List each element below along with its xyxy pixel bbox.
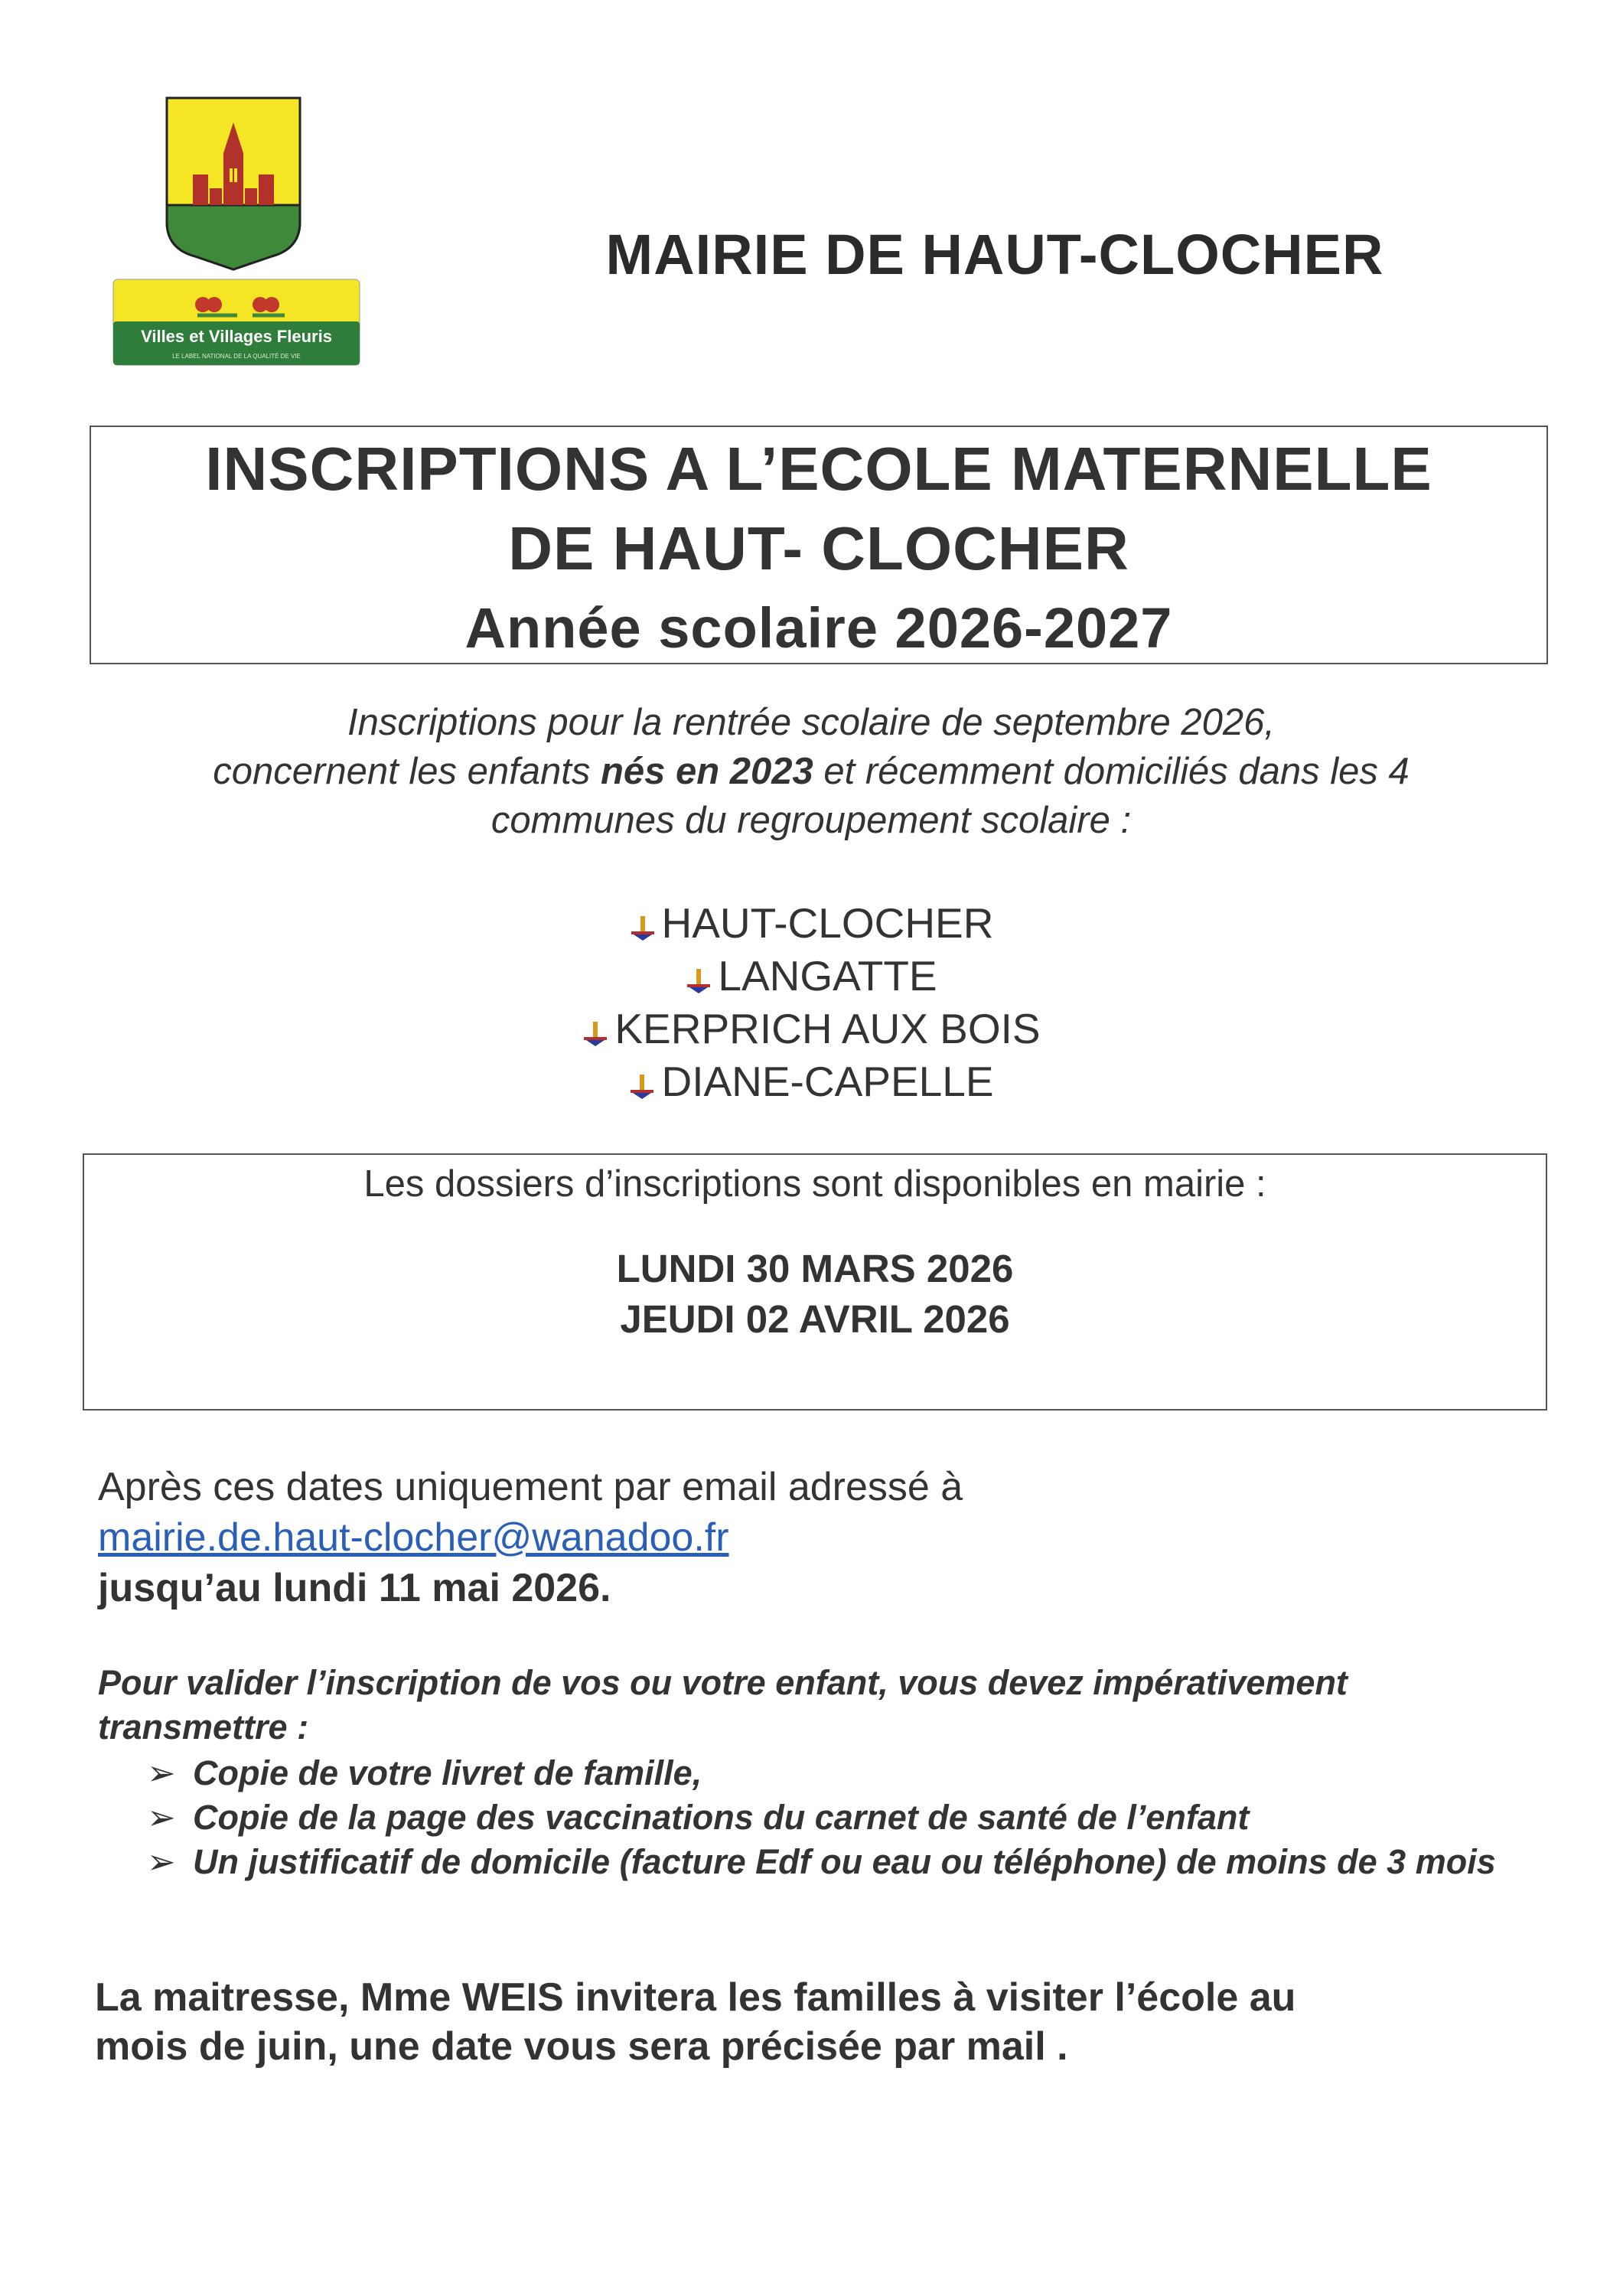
coat-of-arms-icon xyxy=(107,92,367,367)
pin-bullet-icon xyxy=(629,1060,655,1110)
required-documents xyxy=(98,1661,1552,1884)
doc-item-text: Un justificatif de domicile (facture Edf ou eau ou téléphone) de moins de 3 mois xyxy=(193,1842,1496,1881)
intro-line-1: Inscriptions pour la rentrée scolaire de septembre 2026, xyxy=(347,702,1276,743)
arrow-bullet-icon: ➢ xyxy=(147,1753,176,1792)
list-item xyxy=(147,1795,1552,1840)
date-2: JEUDI 02 AVRIL 2026 xyxy=(620,1297,1010,1341)
intro-birth-year: nés en 2023 xyxy=(600,751,813,792)
pin-bullet-icon xyxy=(686,954,712,1004)
title-box xyxy=(90,426,1548,664)
closing-line-2: mois de juin, une date vous sera précisée par mail . xyxy=(95,2024,1068,2069)
pin-bullet-icon xyxy=(582,1007,608,1057)
commune-name: LANGATTE xyxy=(718,951,937,1000)
title-line-3: Année scolaire 2026-2027 xyxy=(464,596,1173,660)
commune-name: DIANE-CAPELLE xyxy=(661,1057,994,1105)
intro-paragraph xyxy=(77,698,1546,845)
logo-sublabel: LE LABEL NATIONAL DE LA QUALITÉ DE VIE xyxy=(172,353,301,360)
intro-line-2-end: et récemment domiciliés dans les 4 xyxy=(813,751,1410,792)
town-logo xyxy=(107,92,367,367)
email-link[interactable]: mairie.de.haut-clocher@wanadoo.fr xyxy=(98,1515,729,1560)
logo-label: Villes et Villages Fleuris xyxy=(141,327,332,346)
after-line: Après ces dates uniquement par email adressé à xyxy=(98,1465,963,1509)
doc-item-text: Copie de la page des vaccinations du carnet de santé de l’enfant xyxy=(193,1798,1250,1837)
docs-intro-line-1: Pour valider l’inscription de vos ou votre enfant, vous devez impérativement xyxy=(98,1663,1348,1702)
intro-line-2 xyxy=(77,747,1546,796)
pin-bullet-icon xyxy=(630,902,656,951)
docs-list xyxy=(98,1751,1552,1884)
communes-list xyxy=(0,899,1623,1110)
commune-item xyxy=(0,951,1623,1004)
commune-name: KERPRICH AUX BOIS xyxy=(614,1004,1041,1052)
doc-item-text: Copie de votre livret de famille, xyxy=(193,1753,702,1792)
dates-box xyxy=(83,1153,1547,1411)
list-item xyxy=(147,1840,1552,1884)
deadline-line: jusqu’au lundi 11 mai 2026. xyxy=(98,1566,611,1610)
mairie-title: MAIRIE DE HAUT-CLOCHER xyxy=(605,223,1384,286)
intro-line-2-start: concernent les enfants xyxy=(213,751,601,792)
commune-item xyxy=(0,899,1623,951)
closing-note xyxy=(95,1973,1549,2071)
arrow-bullet-icon: ➢ xyxy=(147,1798,176,1837)
arrow-bullet-icon: ➢ xyxy=(147,1842,176,1881)
intro-line-3: communes du regroupement scolaire : xyxy=(490,800,1132,841)
title-line-1: INSCRIPTIONS A L’ECOLE MATERNELLE xyxy=(205,435,1432,503)
docs-intro-line-2: transmettre : xyxy=(98,1707,309,1746)
dates-intro: Les dossiers d’inscriptions sont disponibles en mairie : xyxy=(363,1163,1266,1205)
closing-line-1: La maitresse, Mme WEIS invitera les familles à visiter l’école au xyxy=(95,1975,1296,2020)
commune-item xyxy=(0,1004,1623,1057)
commune-item xyxy=(0,1057,1623,1110)
title-line-2: DE HAUT- CLOCHER xyxy=(508,514,1129,582)
after-dates-section xyxy=(98,1462,1552,1613)
commune-name: HAUT-CLOCHER xyxy=(661,899,994,947)
date-1: LUNDI 30 MARS 2026 xyxy=(616,1247,1014,1290)
list-item xyxy=(147,1751,1552,1795)
